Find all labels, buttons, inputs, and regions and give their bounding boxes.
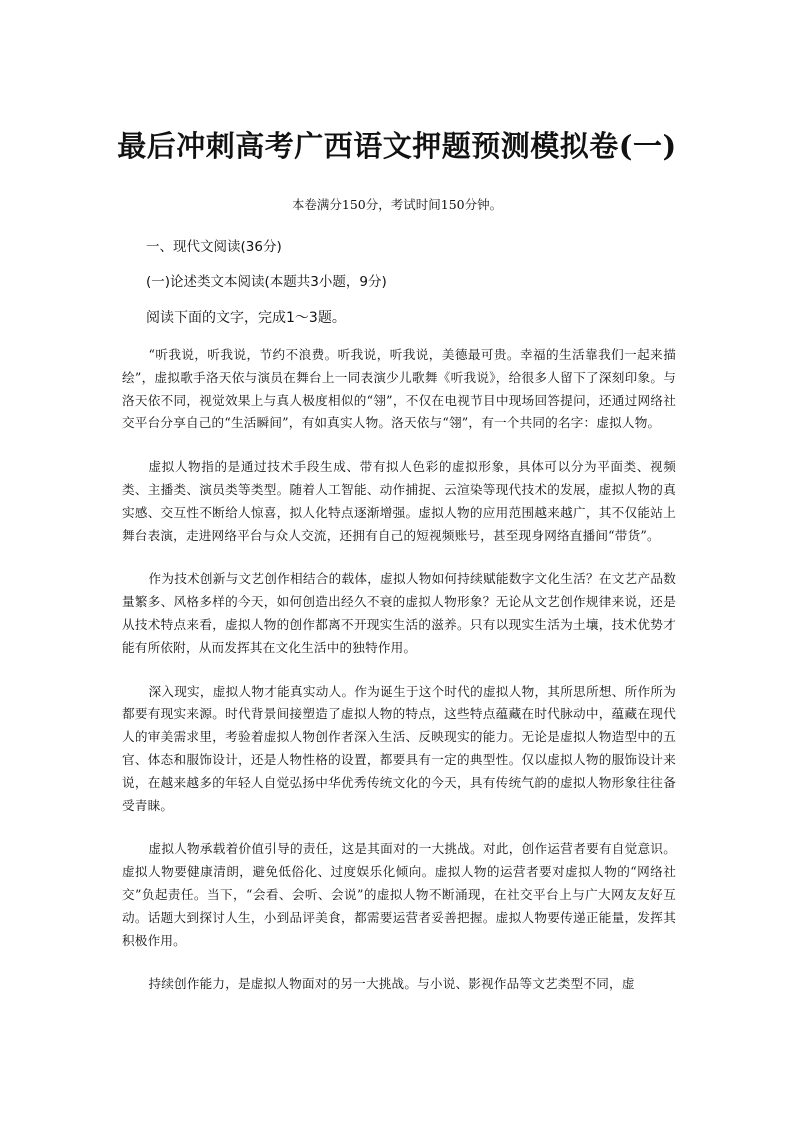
subsection-heading: (一)论述类文本阅读(本题共3小题，9分) bbox=[146, 274, 387, 290]
passage-paragraph-2: 虚拟人物指的是通过技术手段生成、带有拟人色彩的虚拟形象，具体可以分为平面类、视频类、主播类、演员类等类型。随着人工智能、动作捕捉、云渲染等现代技术的发展，虚拟人物的真实感、交互性不断给人惊喜，拟人化特点逐渐增强。虚拟人物的应用范围越来越广，其不仅能站上舞台表演，走进网络平台与众人交流，还拥有自己的短视频账号，甚至现身网络直播间“带货”。 bbox=[122, 459, 676, 543]
exam-subtitle: 本卷满分150分，考试时间150分钟。 bbox=[291, 197, 503, 212]
passage-body bbox=[122, 344, 676, 1017]
reading-instruction: 阅读下面的文字，完成1～3题。 bbox=[146, 310, 346, 326]
passage-paragraph-3: 作为技术创新与文艺创作相结合的载体，虚拟人物如何持续赋能数字文化生活？在文艺产品数量繁多、风格多样的今天，如何创造出经久不衰的虚拟人物形象？无论从文艺创作规律来说，还是从技术特点来看，虚拟人物的创作都离不开现实生活的滋养。只有以现实生活为土壤，技术优势才能有所依附，从而发挥其在文化生活中的独特作用。 bbox=[122, 571, 676, 655]
exam-title: 最后冲刺高考广西语文押题预测模拟卷(一) bbox=[117, 129, 677, 163]
passage-paragraph-4: 深入现实，虚拟人物才能真实动人。作为诞生于这个时代的虚拟人物，其所思所想、所作所为都要有现实来源。时代背景间接塑造了虚拟人物的特点，这些特点蕴藏在时代脉动中，蕴藏在现代人的审美需求里，考验着虚拟人物创作者深入生活、反映现实的能力。无论是虚拟人物造型中的五官、体态和服饰设计，还是人物性格的设置，都要具有一定的典型性。仅以虚拟人物的服饰设计来说，在越来越多的年轻人自觉弘扬中华优秀传统文化的今天，具有传统气韵的虚拟人物形象往往备受青睐。 bbox=[122, 683, 676, 813]
passage-paragraph-5: 虚拟人物承载着价值引导的责任，这是其面对的一大挑战。对此，创作运营者要有自觉意识。虚拟人物要健康清朗，避免低俗化、过度娱乐化倾向。虚拟人物的运营者要对虚拟人物的“网络社交”负起责任。当下，“会看、会听、会说”的虚拟人物不断涌现，在社交平台上与广大网友友好互动。话题大到探讨人生，小到品评美食，都需要运营者妥善把握。虚拟人物要传递正能量，发挥其积极作用。 bbox=[122, 841, 676, 948]
passage-paragraph-6: 持续创作能力，是虚拟人物面对的另一大挑战。与小说、影视作品等文艺类型不同，虚 bbox=[148, 976, 635, 992]
section-heading: 一、现代文阅读(36分) bbox=[146, 239, 282, 255]
passage-paragraph-1: “听我说，听我说，节约不浪费。听我说，听我说，美德最可贵。幸福的生活靠我们一起来描绘”，虚拟歌手洛天依与演员在舞台上一同表演少儿歌舞《听我说》，给很多人留下了深刻印象。与洛天依不同，视觉效果上与真人极度相似的“翎”，不仅在电视节目中现场回答提问，还通过网络社交平台分享自己的“生活瞬间”，有如真实人物。洛天依与“翎”，有一个共同的名字：虚拟人物。 bbox=[122, 347, 676, 431]
